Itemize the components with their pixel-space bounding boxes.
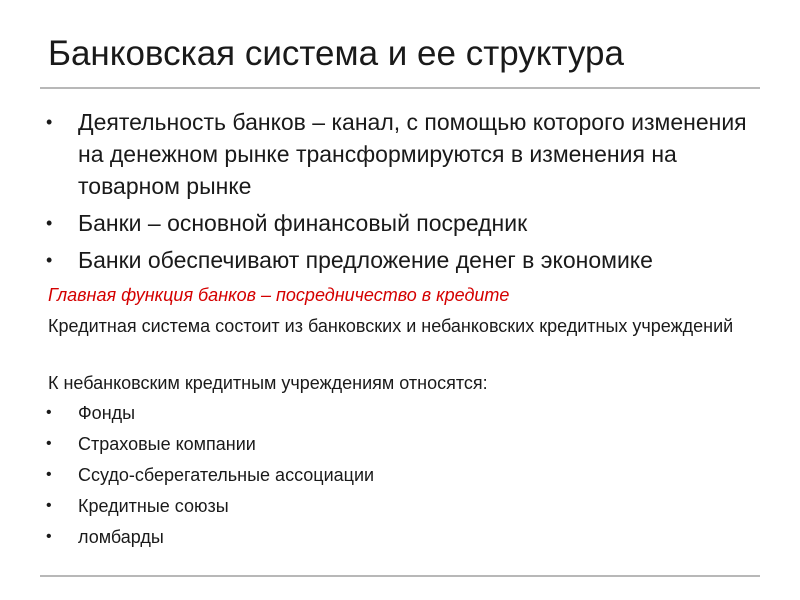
main-point-text: Деятельность банков – канал, с помощью которого изменения на денежном рынке трансформируются в изменения на товарном рынке xyxy=(78,109,747,199)
bullet-icon: • xyxy=(46,213,53,233)
slide-title: Банковская система и ее структура xyxy=(48,34,624,73)
bullet-icon: • xyxy=(46,466,52,483)
list-item xyxy=(0,462,800,488)
list-item xyxy=(0,493,800,519)
bullet-icon: • xyxy=(46,497,52,514)
nonbank-item-text: Ссудо-сберегательные ассоциации xyxy=(78,465,375,485)
bullet-icon: • xyxy=(46,112,53,132)
list-item xyxy=(0,431,800,457)
nonbank-list xyxy=(0,400,800,555)
list-item xyxy=(0,400,800,426)
footer-divider xyxy=(40,575,760,577)
nonbank-item-text: ломбарды xyxy=(78,527,164,547)
bullet-icon: • xyxy=(46,404,52,421)
list-item xyxy=(0,244,800,276)
bullet-icon: • xyxy=(46,528,52,545)
main-points-list xyxy=(0,106,800,281)
nonbank-item-text: Страховые компании xyxy=(78,434,256,454)
nonbank-intro-text: К небанковским кредитным учреждениям относятся: xyxy=(48,373,488,393)
title-divider xyxy=(40,87,760,89)
list-item xyxy=(0,106,800,202)
nonbank-item-text: Кредитные союзы xyxy=(78,496,229,516)
bullet-icon: • xyxy=(46,250,53,270)
main-point-text: Банки обеспечивают предложение денег в экономике xyxy=(78,247,653,273)
main-point-text: Банки – основной финансовый посредник xyxy=(78,210,528,236)
credit-system-text: Кредитная система состоит из банковских и небанковских кредитных учреждений xyxy=(48,316,734,336)
list-item xyxy=(0,207,800,239)
nonbank-item-text: Фонды xyxy=(78,403,136,423)
list-item xyxy=(0,524,800,550)
bullet-icon: • xyxy=(46,435,52,452)
highlight-text: Главная функция банков – посредничество в кредите xyxy=(48,285,510,305)
